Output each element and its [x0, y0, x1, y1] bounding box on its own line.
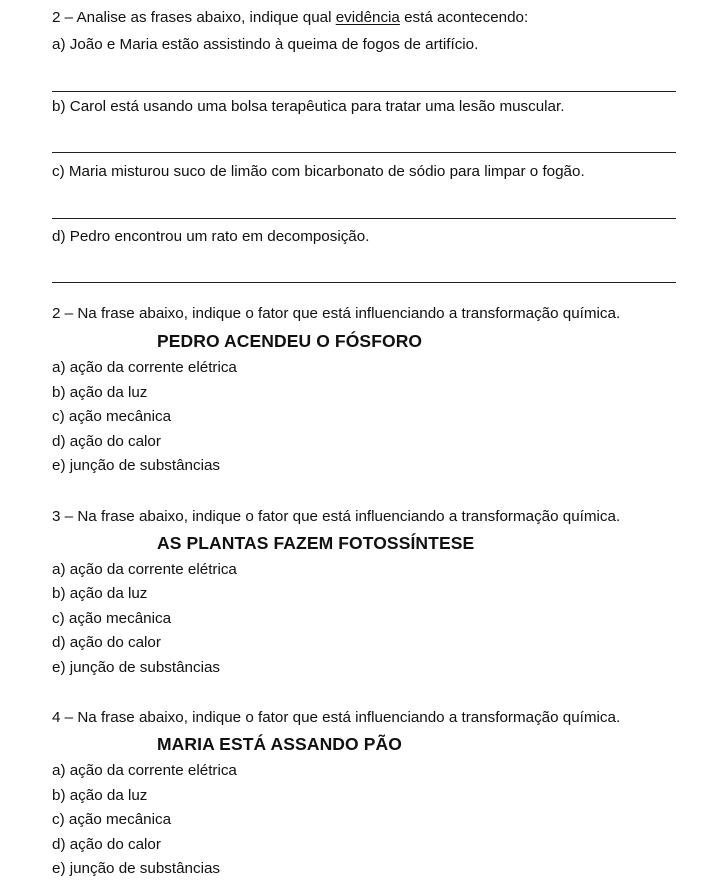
q1-answer-line-d[interactable]: [52, 282, 676, 283]
q2-option-b: b) ação da luz: [52, 384, 148, 401]
q2-option-e: e) junção de substâncias: [52, 457, 221, 474]
q3-option-a: a) ação da corrente elétrica: [52, 561, 237, 578]
q1-prompt-prefix: 2 – Analise as frases abaixo, indique qual: [52, 9, 336, 26]
q1-item-b: b) Carol está usando uma bolsa terapêutica para tratar uma lesão muscular.: [52, 98, 565, 115]
q2-option-a: a) ação da corrente elétrica: [52, 359, 237, 376]
q4-option-d: d) ação do calor: [52, 836, 161, 853]
q2-prompt: 2 – Na frase abaixo, indique o fator que está influenciando a transformação química.: [52, 305, 621, 322]
q1-answer-line-a[interactable]: [52, 91, 676, 92]
q3-prompt: 3 – Na frase abaixo, indique o fator que está influenciando a transformação química.: [52, 508, 621, 525]
q1-answer-line-c[interactable]: [52, 218, 676, 219]
q3-option-b: b) ação da luz: [52, 585, 148, 602]
q1-item-a: a) João e Maria estão assistindo à queima de fogos de artifício.: [52, 36, 479, 53]
q3-option-c: c) ação mecânica: [52, 610, 172, 627]
q4-option-b: b) ação da luz: [52, 787, 148, 804]
q1-prompt-suffix: está acontecendo:: [399, 9, 529, 26]
q3-statement: AS PLANTAS FAZEM FOTOSSÍNTESE: [157, 533, 475, 553]
q4-statement: MARIA ESTÁ ASSANDO PÃO: [157, 734, 402, 754]
q1-item-c: c) Maria misturou suco de limão com bicarbonato de sódio para limpar o fogão.: [52, 163, 585, 180]
q3-option-d: d) ação do calor: [52, 634, 161, 651]
q4-option-c: c) ação mecânica: [52, 811, 172, 828]
q1-prompt: [52, 9, 528, 27]
q1-prompt-underlined-word: evidência: [335, 9, 400, 26]
q2-option-c: c) ação mecânica: [52, 408, 172, 425]
q4-option-e: e) junção de substâncias: [52, 860, 221, 877]
q3-option-e: e) junção de substâncias: [52, 659, 221, 676]
q1-answer-line-b[interactable]: [52, 152, 676, 153]
q2-statement: PEDRO ACENDEU O FÓSFORO: [157, 331, 423, 351]
q4-option-a: a) ação da corrente elétrica: [52, 762, 237, 779]
q4-prompt: 4 – Na frase abaixo, indique o fator que está influenciando a transformação química.: [52, 709, 621, 726]
q1-item-d: d) Pedro encontrou um rato em decomposição.: [52, 228, 370, 245]
q2-option-d: d) ação do calor: [52, 433, 161, 450]
